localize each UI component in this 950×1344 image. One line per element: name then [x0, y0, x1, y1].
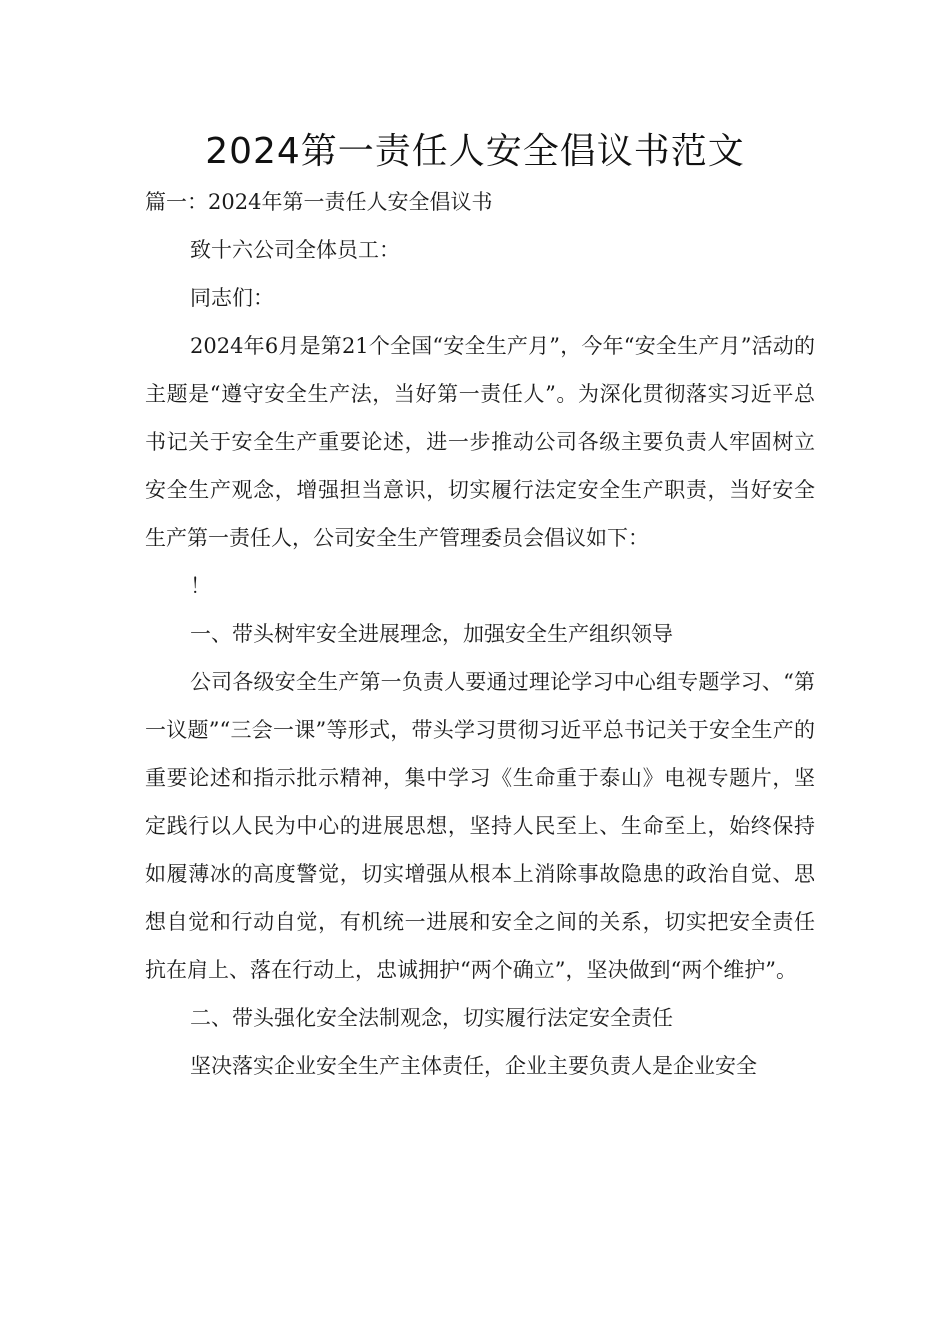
- document-body: [145, 178, 815, 1090]
- paragraph-one: 公司各级安全生产第一负责人要通过理论学习中心组专题学习、“第一议题”“三会一课”等形式，带头学习贯彻习近平总书记关于安全生产的重要论述和指示批示精神，集中学习《生命重于泰山》电视专题片，坚定践行以人民为中心的进展思想，坚持人民至上、生命至上，始终保持如履薄冰的高度警觉，切实增强从根本上消除事故隐患的政治自觉、思想自觉和行动自觉，有机统一进展和安全之间的关系，切实把安全责任抗在肩上、落在行动上，忠诚拥护“两个确立”，坚决做到“两个维护”。: [145, 670, 815, 982]
- paragraph-two: 坚决落实企业安全生产主体责任，企业主要负责人是企业安全: [190, 1054, 757, 1078]
- document-title: 2024第一责任人安全倡议书范文: [205, 131, 745, 172]
- heading-one: 一、带头树牢安全进展理念，加强安全生产组织领导: [190, 622, 673, 646]
- heading-two: 二、带头强化安全法制观念，切实履行法定安全责任: [190, 1006, 673, 1030]
- salutation: 致十六公司全体员工：: [190, 238, 400, 262]
- intro-paragraph: 2024年6月是第21个全国“安全生产月”，今年“安全生产月”活动的主题是“遵守安全生产法，当好第一责任人”。为深化贯彻落实习近平总书记关于安全生产重要论述，进一步推动公司各级主要负责人牢固树立安全生产观念，增强担当意识，切实履行法定安全生产职责，当好安全生产第一责任人，公司安全生产管理委员会倡议如下：: [145, 334, 815, 550]
- greeting: 同志们：: [190, 286, 274, 310]
- section-heading: 篇一：2024年第一责任人安全倡议书: [145, 190, 493, 214]
- exclamation-mark: ！: [190, 574, 211, 598]
